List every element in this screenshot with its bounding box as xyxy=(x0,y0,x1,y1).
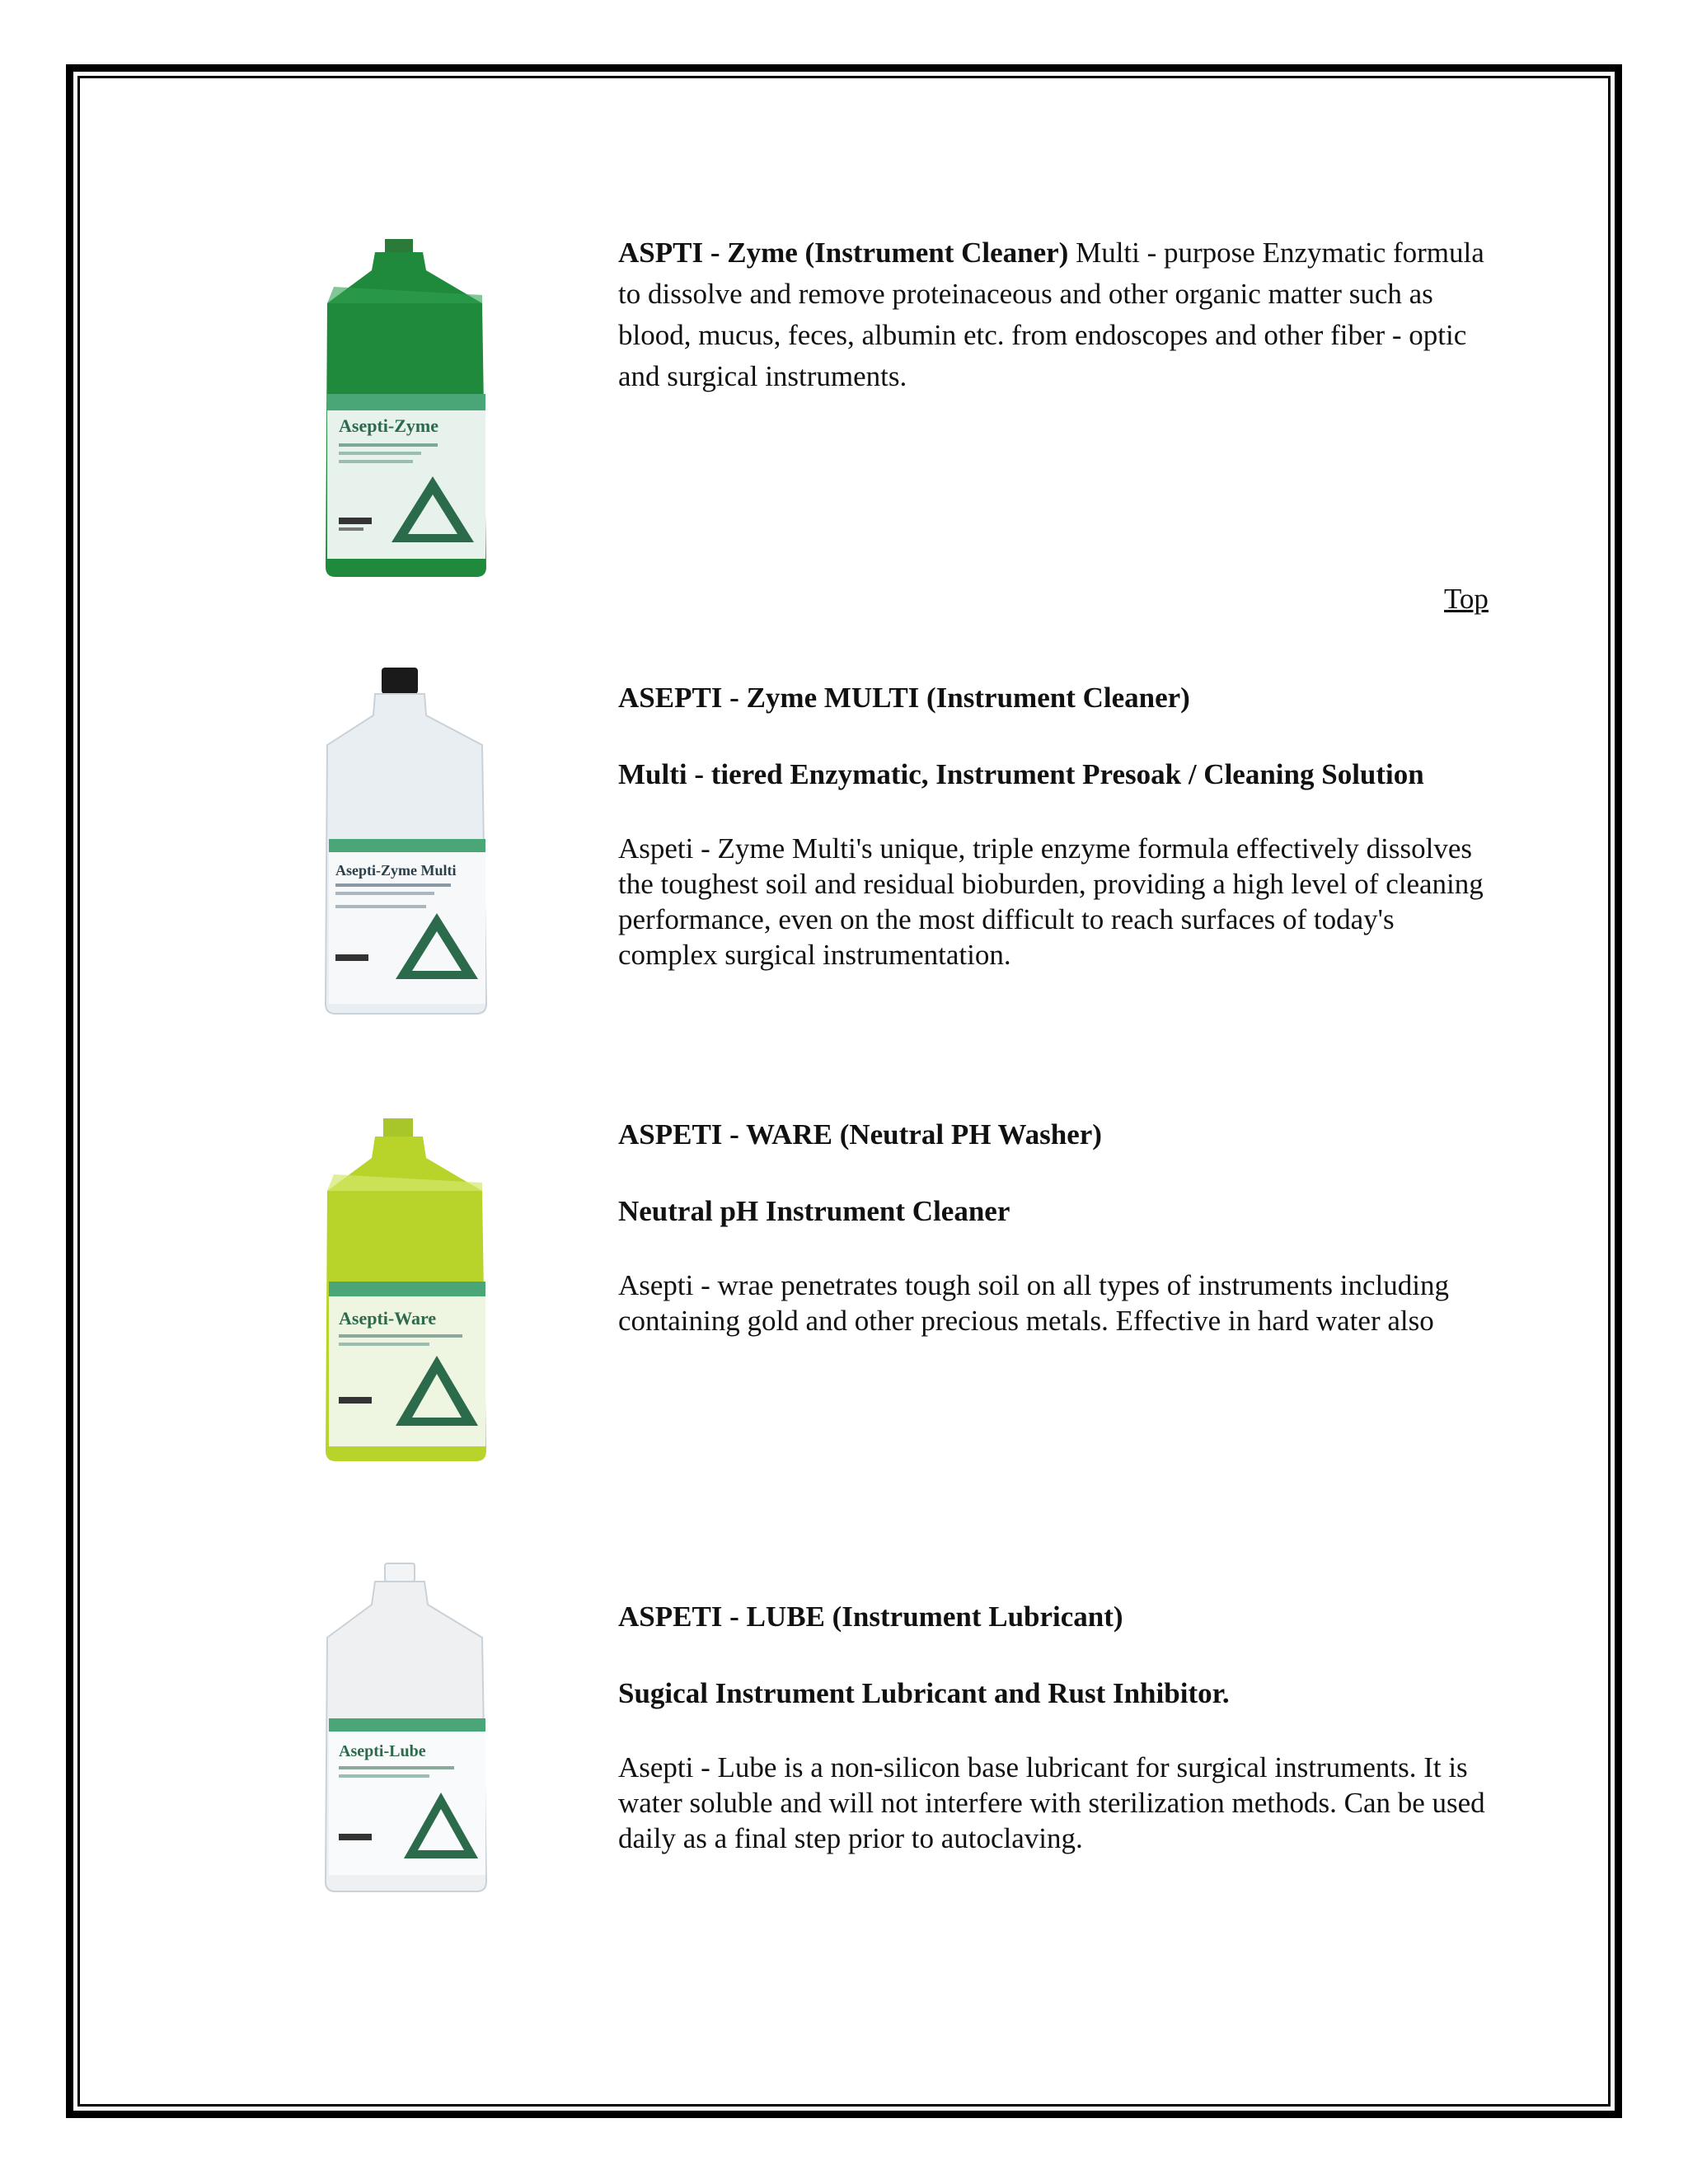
product-block-asepti-ware xyxy=(618,1114,1492,1338)
product-title: ASPETI - LUBE (Instrument Lubricant) xyxy=(618,1601,1123,1633)
product-subtitle: Neutral pH Instrument Cleaner xyxy=(618,1195,1010,1227)
top-link[interactable]: Top xyxy=(1444,583,1489,615)
bottle-label-text: Asepti-Lube xyxy=(339,1742,426,1760)
bottle-label-text: Asepti-Zyme Multi xyxy=(335,862,457,879)
product-title: ASPETI - WARE (Neutral PH Washer) xyxy=(618,1118,1102,1151)
product-title: ASEPTI - Zyme MULTI (Instrument Cleaner) xyxy=(618,682,1190,714)
bottle-label-text: Asepti-Ware xyxy=(339,1308,437,1329)
product-image-asepti-lube xyxy=(317,1562,499,1900)
bottle-label-text: Asepti-Zyme xyxy=(339,415,438,436)
product-image-asepti-zyme xyxy=(317,237,499,583)
product-description: Aspeti - Zyme Multi's unique, triple enzyme formula effectively dissolves the toughest soil and residual bioburden, providing a high level of cleaning performance, even on the most difficult to reach surfaces of today's complex surgical instrumentation. xyxy=(618,832,1484,971)
product-title: ASPTI - Zyme (Instrument Cleaner) xyxy=(618,237,1069,269)
product-block-asepti-zyme-multi xyxy=(618,677,1492,972)
product-block-asepti-zyme xyxy=(618,232,1492,397)
product-subtitle: Multi - tiered Enzymatic, Instrument Presoak / Cleaning Solution xyxy=(618,758,1424,790)
product-description: Asepti - wrae penetrates tough soil on all types of instruments including containing gold and other precious metals. Effective in hard water also xyxy=(618,1269,1449,1337)
product-block-asepti-lube xyxy=(618,1596,1492,1856)
product-image-asepti-zyme-multi xyxy=(317,666,499,1020)
product-description: Multi - purpose Enzymatic formula to dissolve and remove proteinaceous and other organic matter such as blood, mucus, feces, albumin etc. from endoscopes and other fiber - optic and surgical instruments. xyxy=(618,237,1484,392)
product-description: Asepti - Lube is a non-silicon base lubricant for surgical instruments. It is water soluble and will not interfere with sterilization methods. Can be used daily as a final step prior to autoclaving. xyxy=(618,1751,1485,1854)
product-subtitle: Sugical Instrument Lubricant and Rust Inhibitor. xyxy=(618,1677,1230,1709)
product-image-asepti-ware xyxy=(317,1117,499,1471)
